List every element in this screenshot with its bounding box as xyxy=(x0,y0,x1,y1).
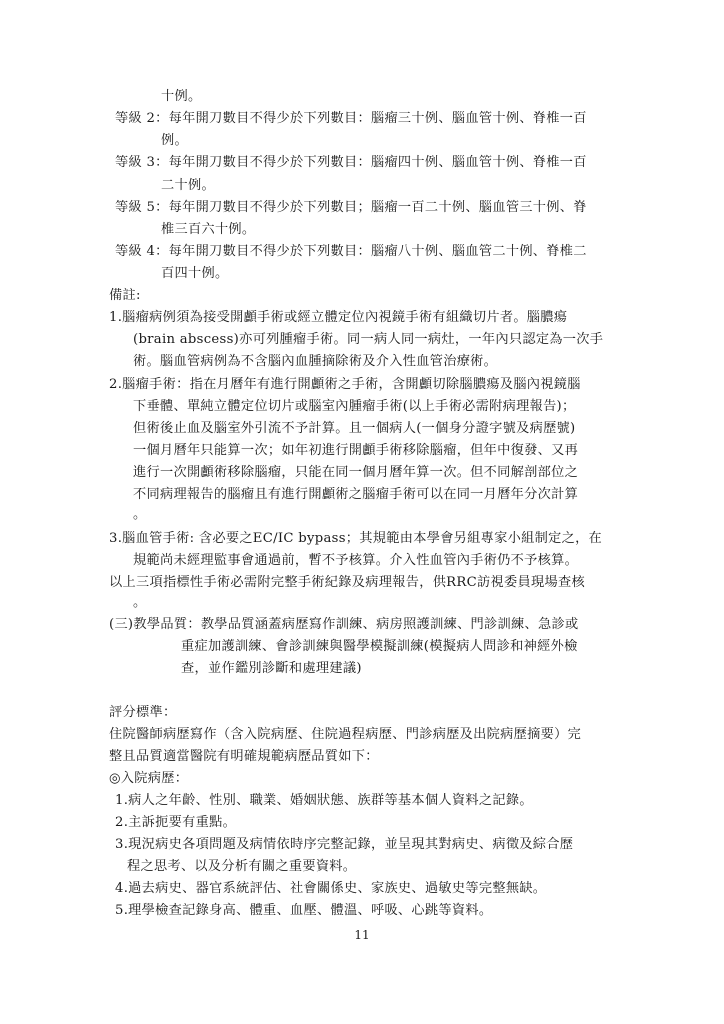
text-line: 2.主訴扼要有重點。 xyxy=(115,815,237,830)
text-line: 查，並作鑑別診斷和處理建議) xyxy=(181,661,362,676)
text-line: 以上三項指標性手術必需附完整手術紀錄及病理報告，供RRC訪視委員現場查核 xyxy=(109,575,585,590)
text-line: 程之思考、以及分析有關之重要資料。 xyxy=(127,859,357,874)
text-line: (三)教學品質：教學品質涵蓋病歷寫作訓練、病房照護訓練、門診訓練、急診或 xyxy=(109,617,579,632)
text-line: 規範尚未經理監事會通過前，暫不予核算。介入性血管內手術仍不予核算。 xyxy=(133,553,579,568)
text-line: 椎三百六十例。 xyxy=(161,222,256,237)
admission-record-heading: ◎入院病歷： xyxy=(109,771,189,786)
text-line: 百四十例。 xyxy=(161,266,229,281)
text-line: 4.過去病史、器官系統評估、社會關係史、家族史、過敏史等完整無缺。 xyxy=(115,881,547,896)
text-line: 整且品質適當醫院有明確規範病歷品質如下： xyxy=(109,749,379,764)
text-line: 術。腦血管病例為不含腦內血腫摘除術及介入性血管治療術。 xyxy=(133,354,498,369)
text-line: 3.腦血管手術: 含必要之EC/IC bypass；其規範由本學會另組專家小組制定之，在 xyxy=(109,531,603,546)
text-line: 。 xyxy=(133,507,147,522)
text-line: 5.理學檢查記錄身高、體重、血壓、體溫、呼吸、心跳等資料。 xyxy=(115,903,493,918)
remarks-heading: 備註: xyxy=(109,288,141,303)
text-line: 重症加護訓練、會診訓練與醫學模擬訓練(模擬病人問診和神經外檢 xyxy=(181,639,578,654)
text-line: 。 xyxy=(133,595,147,610)
scoring-heading: 評分標準： xyxy=(109,705,177,720)
text-line: (brain abscess)亦可列腫瘤手術。同一病人同一病灶，一年內只認定為一次手 xyxy=(133,332,604,347)
text-line: 不同病理報告的腦瘤且有進行開顱術之腦瘤手術可以在同一月曆年分次計算 xyxy=(133,487,579,502)
text-line: 1.病人之年齡、性別、職業、婚姻狀態、族群等基本個人資料之記錄。 xyxy=(115,793,533,808)
text-line: 2.腦瘤手術：指在月曆年有進行開顱術之手術，含開顱切除腦膿瘍及腦內視鏡腦 xyxy=(109,377,581,392)
text-line: 一個月曆年只能算一次；如年初進行開顱手術移除腦瘤，但年中復發、又再 xyxy=(133,443,579,458)
text-line: 下垂體、單純立體定位切片或腦室內腫瘤手術(以上手術必需附病理報告)； xyxy=(133,399,576,414)
page-number: 11 xyxy=(354,928,370,942)
text-line: 進行一次開顱術移除腦瘤，只能在同一個月曆年算一次。但不同解剖部位之 xyxy=(133,465,579,480)
text-line: 例。 xyxy=(161,133,188,148)
text-line: 1.腦瘤病例須為接受開顱手術或經立體定位內視鏡手術有組織切片者。腦膿瘍 xyxy=(109,310,568,325)
text-line: 等級 2：每年開刀數目不得少於下列數目：腦瘤三十例、腦血管十例、脊椎一百 xyxy=(115,111,587,126)
text-line: 等級 5：每年開刀數目不得少於下列數目；腦瘤一百二十例、腦血管三十例、脊 xyxy=(115,200,587,215)
text-line: 等級 4：每年開刀數目不得少於下列數目：腦瘤八十例、腦血管二十例、脊椎二 xyxy=(115,244,587,259)
text-line: 但術後止血及腦室外引流不予計算。且一個病人(一個身分證字號及病歷號) xyxy=(133,421,576,436)
text-line: 二十例。 xyxy=(161,178,215,193)
text-line: 十例。 xyxy=(161,89,202,104)
text-line: 3.現況病史各項問題及病情依時序完整記錄，並呈現其對病史、病徵及綜合歷 xyxy=(115,837,574,852)
text-line: 住院醫師病歷寫作（含入院病歷、住院過程病歷、門診病歷及出院病歷摘要）完 xyxy=(109,727,582,742)
text-line: 等級 3：每年開刀數目不得少於下列數目：腦瘤四十例、腦血管十例、脊椎一百 xyxy=(115,155,587,170)
